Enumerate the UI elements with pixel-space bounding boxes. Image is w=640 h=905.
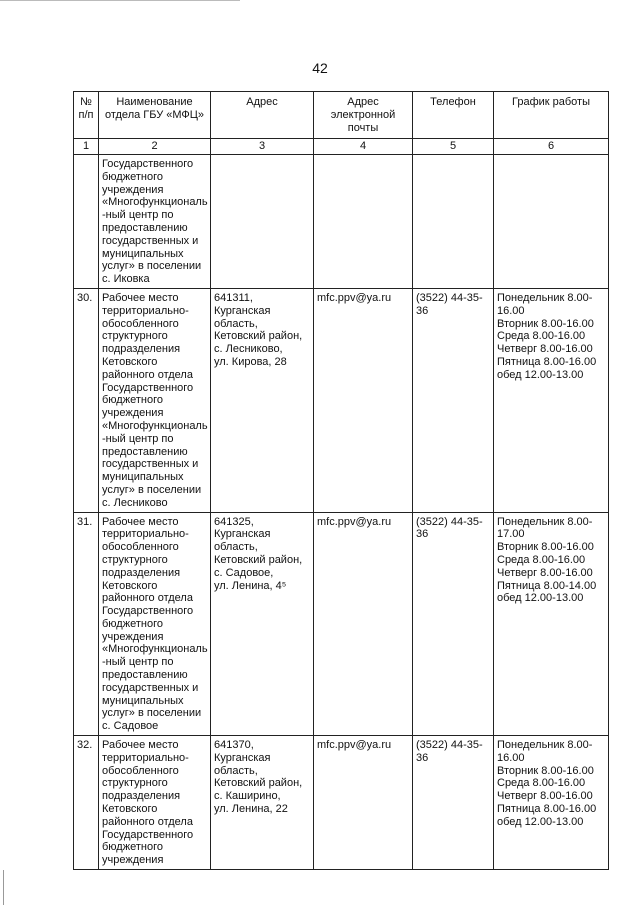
top-edge-line — [0, 0, 240, 1]
table-row — [74, 155, 609, 289]
header-schedule: График работы — [494, 92, 609, 139]
mfc-offices-table — [73, 91, 609, 870]
column-number: 5 — [413, 139, 494, 155]
office-schedule: Понедельник 8.00- 16.00 Вторник 8.00-16.00 Среда 8.00-16.00 Четверг 8.00-16.00 Пятница 8.00-16.00 обед 12.00-13.00 — [494, 288, 609, 512]
office-phone: (3522) 44-35- 36 — [413, 288, 494, 512]
office-email: mfc.ppv@ya.ru — [314, 288, 413, 512]
row-number: 30. — [74, 288, 99, 512]
column-number: 2 — [99, 139, 211, 155]
office-address: 641325, Курганская область, Кетовский район, с. Садовое, ул. Ленина, 4⁵ — [211, 512, 314, 736]
office-name: Рабочее место территориально- обособленного структурного подразделения Кетовского районного отдела Государственного бюджетного учреждения — [99, 736, 211, 870]
office-address — [211, 155, 314, 289]
header-address: Адрес — [211, 92, 314, 139]
row-number — [74, 155, 99, 289]
header-row — [74, 92, 609, 139]
office-phone: (3522) 44-35- 36 — [413, 512, 494, 736]
table-row — [74, 736, 609, 870]
office-email — [314, 155, 413, 289]
header-phone: Телефон — [413, 92, 494, 139]
office-schedule: Понедельник 8.00- 16.00 Вторник 8.00-16.00 Среда 8.00-16.00 Четверг 8.00-16.00 Пятница 8.00-16.00 обед 12.00-13.00 — [494, 736, 609, 870]
table-row — [74, 512, 609, 736]
header-number: № п/п — [74, 92, 99, 139]
office-address: 641370, Курганская область, Кетовский район, с. Каширино, ул. Ленина, 22 — [211, 736, 314, 870]
column-number-row — [74, 139, 609, 155]
office-schedule: Понедельник 8.00- 17.00 Вторник 8.00-16.00 Среда 8.00-16.00 Четверг 8.00-16.00 Пятница 8.00-14.00 обед 12.00-13.00 — [494, 512, 609, 736]
office-email: mfc.ppv@ya.ru — [314, 512, 413, 736]
header-name: Наименование отдела ГБУ «МФЦ» — [99, 92, 211, 139]
margin-mark — [3, 870, 4, 905]
office-phone — [413, 155, 494, 289]
column-number: 6 — [494, 139, 609, 155]
office-address: 641311, Курганская область, Кетовский район, с. Лесниково, ул. Кирова, 28 — [211, 288, 314, 512]
row-number: 32. — [74, 736, 99, 870]
office-schedule — [494, 155, 609, 289]
column-number: 1 — [74, 139, 99, 155]
office-name: Государственного бюджетного учреждения «Многофункциональ -ный центр по предоставлению государственных и муниципальных услуг» в поселении с. Иковка — [99, 155, 211, 289]
page-number: 42 — [312, 60, 328, 76]
column-number: 4 — [314, 139, 413, 155]
table-row — [74, 288, 609, 512]
office-name: Рабочее место территориально- обособленного структурного подразделения Кетовского районного отдела Государственного бюджетного учреждения «Многофункциональ -ный центр по предоставлению государственных и муниципальных услуг» в поселении с. Садовое — [99, 512, 211, 736]
office-name: Рабочее место территориально- обособленного структурного подразделения Кетовского районного отдела Государственного бюджетного учреждения «Многофункциональ -ный центр по предоставлению государственных и муниципальных услуг» в поселении с. Лесниково — [99, 288, 211, 512]
row-number: 31. — [74, 512, 99, 736]
office-email: mfc.ppv@ya.ru — [314, 736, 413, 870]
header-email: Адрес электронной почты — [314, 92, 413, 139]
office-phone: (3522) 44-35- 36 — [413, 736, 494, 870]
column-number: 3 — [211, 139, 314, 155]
